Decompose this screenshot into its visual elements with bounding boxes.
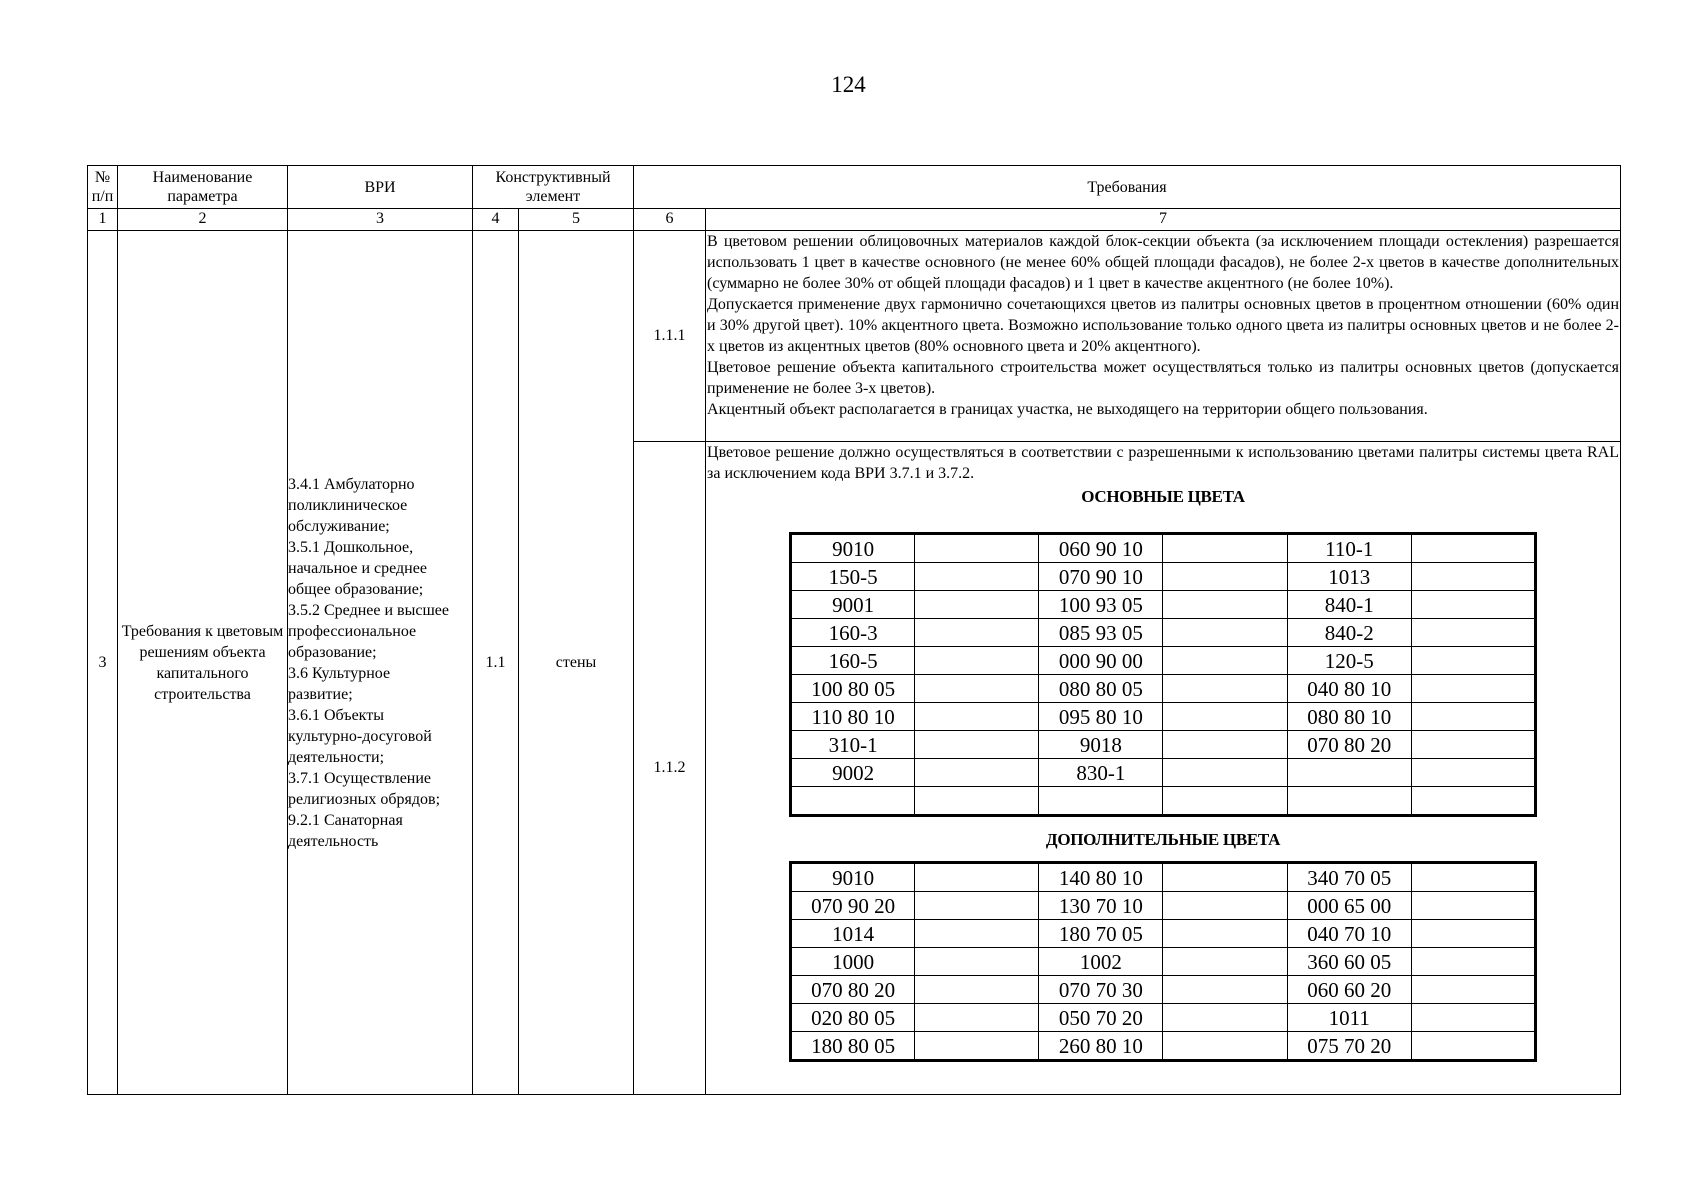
color-code-cell: 310-1 <box>791 731 915 759</box>
color-code-cell <box>1163 976 1287 1004</box>
color-row <box>791 647 1536 675</box>
color-row <box>791 759 1536 787</box>
color-code-cell <box>1411 787 1535 816</box>
color-code-cell <box>1411 1004 1535 1032</box>
color-code-cell: 070 80 20 <box>791 976 915 1004</box>
color-code-cell: 070 70 30 <box>1039 976 1163 1004</box>
extra-colors-heading: ДОПОЛНИТЕЛЬНЫЕ ЦВЕТА <box>1045 830 1281 849</box>
color-code-cell <box>1411 863 1535 892</box>
column-number: 2 <box>118 209 288 231</box>
color-code-cell <box>915 863 1039 892</box>
vri-line: религиозных обрядов; <box>288 790 441 808</box>
header-requirements: Требования <box>634 166 1621 209</box>
header-element: Конструктивный элемент <box>473 166 634 209</box>
color-code-cell: 830-1 <box>1039 759 1163 787</box>
color-code-cell: 040 80 10 <box>1287 675 1411 703</box>
color-code-cell <box>1163 534 1287 563</box>
color-code-cell: 160-3 <box>791 619 915 647</box>
color-row <box>791 675 1536 703</box>
requirements-1-1-1 <box>706 231 1621 442</box>
color-code-cell: 040 70 10 <box>1287 920 1411 948</box>
color-code-cell <box>915 731 1039 759</box>
color-code-cell <box>1411 591 1535 619</box>
color-code-cell <box>1163 1032 1287 1061</box>
color-code-cell: 9001 <box>791 591 915 619</box>
color-code-cell: 130 70 10 <box>1039 892 1163 920</box>
page-number: 124 <box>831 72 866 97</box>
color-code-cell <box>1287 787 1411 816</box>
color-code-cell: 000 65 00 <box>1287 892 1411 920</box>
vri-line: деятельности; <box>288 748 385 766</box>
color-code-cell: 1011 <box>1287 1004 1411 1032</box>
color-code-cell <box>1163 619 1287 647</box>
color-code-cell <box>915 591 1039 619</box>
color-row <box>791 948 1536 976</box>
color-code-cell <box>1411 563 1535 591</box>
requirement-paragraph: Цветовое решение объекта капитального строительства может осуществляться только из палитры основных цветов (допускается применение не более 3-х цветов). <box>707 359 1619 397</box>
requirement-paragraph: Акцентный объект располагается в границах участка, не выходящего на территории общего пользования. <box>707 401 1428 418</box>
color-row <box>791 534 1536 563</box>
color-row <box>791 731 1536 759</box>
vri-line: образование; <box>288 643 377 661</box>
color-code-cell: 840-1 <box>1287 591 1411 619</box>
color-row <box>791 1032 1536 1061</box>
column-number: 1 <box>88 209 118 231</box>
main-colors-heading: ОСНОВНЫЕ ЦВЕТА <box>1081 487 1245 506</box>
color-code-cell: 260 80 10 <box>1039 1032 1163 1061</box>
vri-line: профессиональное <box>288 622 417 640</box>
color-code-cell <box>915 948 1039 976</box>
color-code-cell: 075 70 20 <box>1287 1032 1411 1061</box>
color-row <box>791 892 1536 920</box>
color-code-cell <box>915 619 1039 647</box>
color-code-cell <box>1411 976 1535 1004</box>
vri-line: развитие; <box>288 685 353 703</box>
color-code-cell: 095 80 10 <box>1039 703 1163 731</box>
color-code-cell: 110-1 <box>1287 534 1411 563</box>
color-code-cell <box>915 647 1039 675</box>
vri-line: общее образование; <box>288 580 424 598</box>
vri-line: начальное и среднее <box>288 559 427 577</box>
color-code-cell: 080 80 10 <box>1287 703 1411 731</box>
column-number: 6 <box>634 209 706 231</box>
color-code-cell: 000 90 00 <box>1039 647 1163 675</box>
color-code-cell <box>1163 892 1287 920</box>
color-row <box>791 1004 1536 1032</box>
color-code-cell <box>1163 1004 1287 1032</box>
color-code-cell <box>1411 647 1535 675</box>
element-code: 1.1 <box>473 231 519 1095</box>
color-code-cell: 9002 <box>791 759 915 787</box>
color-code-cell: 100 80 05 <box>791 675 915 703</box>
color-code-cell: 1014 <box>791 920 915 948</box>
color-row <box>791 976 1536 1004</box>
vri-line: 3.7.1 Осуществление <box>288 769 432 787</box>
color-code-cell: 180 80 05 <box>791 1032 915 1061</box>
column-number: 4 <box>473 209 519 231</box>
color-code-cell: 070 90 20 <box>791 892 915 920</box>
color-code-cell <box>915 787 1039 816</box>
color-code-cell: 340 70 05 <box>1287 863 1411 892</box>
color-code-cell <box>1163 675 1287 703</box>
element-name: стены <box>519 231 634 1095</box>
color-code-cell <box>1039 787 1163 816</box>
color-code-cell <box>1411 534 1535 563</box>
color-code-cell <box>915 703 1039 731</box>
vri-line: 3.6.1 Объекты <box>288 706 384 724</box>
sub-code-1-1-1: 1.1.1 <box>634 231 706 442</box>
color-code-cell: 9010 <box>791 534 915 563</box>
color-row <box>791 787 1536 816</box>
color-code-cell <box>1411 731 1535 759</box>
color-code-cell <box>1411 920 1535 948</box>
header-row <box>88 166 1621 209</box>
color-code-cell: 120-5 <box>1287 647 1411 675</box>
color-code-cell <box>915 920 1039 948</box>
requirement-paragraph: В цветовом решении облицовочных материалов каждой блок-секции объекта (за исключением площади остекления) разрешается использовать 1 цвет в качестве основного (не менее 60% общей площади фасадов), не более 2-х цветов в качестве дополнительных (суммарно не более 30% от общей площади фасадов) и 1 цвет в качестве акцентного (не более 10%). <box>707 233 1619 292</box>
color-code-cell <box>1163 563 1287 591</box>
vri-line: 3.4.1 Амбулаторно <box>288 475 415 493</box>
color-code-cell <box>1163 731 1287 759</box>
vri-line: культурно-досуговой <box>288 727 432 745</box>
color-code-cell: 160-5 <box>791 647 915 675</box>
color-code-cell <box>915 1004 1039 1032</box>
color-code-cell <box>1163 591 1287 619</box>
color-code-cell <box>1287 759 1411 787</box>
color-code-cell <box>1163 759 1287 787</box>
color-code-cell <box>915 563 1039 591</box>
color-code-cell: 180 70 05 <box>1039 920 1163 948</box>
header-vri: ВРИ <box>288 166 473 209</box>
table-row <box>88 231 1621 442</box>
requirements-table <box>87 165 1621 1095</box>
vri-line: 3.5.1 Дошкольное, <box>288 538 414 556</box>
color-code-cell <box>915 675 1039 703</box>
column-numbers-row <box>88 209 1621 231</box>
row-number: 3 <box>88 231 118 1095</box>
color-code-cell <box>1163 647 1287 675</box>
vri-line: 9.2.1 Санаторная <box>288 811 403 829</box>
color-code-cell: 360 60 05 <box>1287 948 1411 976</box>
color-code-cell: 840-2 <box>1287 619 1411 647</box>
color-code-cell: 100 93 05 <box>1039 591 1163 619</box>
color-code-cell: 1000 <box>791 948 915 976</box>
color-code-cell: 050 70 20 <box>1039 1004 1163 1032</box>
color-code-cell <box>915 976 1039 1004</box>
column-number: 5 <box>519 209 634 231</box>
vri-line: 3.6 Культурное <box>288 664 391 682</box>
color-code-cell: 9010 <box>791 863 915 892</box>
color-code-cell <box>1163 920 1287 948</box>
color-row <box>791 619 1536 647</box>
color-code-cell: 060 60 20 <box>1287 976 1411 1004</box>
color-code-cell <box>915 534 1039 563</box>
column-number: 3 <box>288 209 473 231</box>
header-num: № п/п <box>88 166 118 209</box>
color-code-cell <box>1163 948 1287 976</box>
extra-colors-table <box>789 861 1537 1062</box>
column-number: 7 <box>706 209 1621 231</box>
color-row <box>791 563 1536 591</box>
vri-list <box>288 231 473 1095</box>
vri-line: деятельность <box>288 832 379 850</box>
color-code-cell: 020 80 05 <box>791 1004 915 1032</box>
color-code-cell: 060 90 10 <box>1039 534 1163 563</box>
color-code-cell: 1002 <box>1039 948 1163 976</box>
vri-line: обслуживание; <box>288 517 390 535</box>
requirement-paragraph: Допускается применение двух гармонично сочетающихся цветов из палитры основных цветов в процентном отношении (60% один и 30% другой цвет). 10% акцентного цвета. Возможно использование только одного цвета из палитры основных цветов и не более 2-х цветов из акцентных цветов (80% основного цвета и 20% акцентного). <box>707 296 1619 355</box>
color-code-cell <box>915 892 1039 920</box>
color-code-cell <box>915 759 1039 787</box>
color-row <box>791 920 1536 948</box>
header-param: Наименование параметра <box>118 166 288 209</box>
requirements-1-1-2 <box>706 442 1621 1095</box>
color-row <box>791 703 1536 731</box>
color-code-cell: 1013 <box>1287 563 1411 591</box>
requirement-paragraph: Цветовое решение должно осуществляться в соответствии с разрешенными к использованию цветами палитры системы цвета RAL за исключением кода ВРИ 3.7.1 и 3.7.2. <box>707 444 1619 482</box>
color-code-cell <box>1411 1032 1535 1061</box>
color-code-cell <box>1411 892 1535 920</box>
color-code-cell <box>1163 863 1287 892</box>
color-row <box>791 863 1536 892</box>
color-code-cell <box>1411 675 1535 703</box>
vri-line: 3.5.2 Среднее и высшее <box>288 601 449 619</box>
color-code-cell <box>1411 948 1535 976</box>
color-code-cell <box>915 1032 1039 1061</box>
color-code-cell: 140 80 10 <box>1039 863 1163 892</box>
color-code-cell <box>1411 759 1535 787</box>
main-colors-table <box>789 532 1537 817</box>
color-row <box>791 591 1536 619</box>
vri-line: поликлиническое <box>288 496 408 514</box>
color-code-cell: 070 80 20 <box>1287 731 1411 759</box>
color-code-cell: 150-5 <box>791 563 915 591</box>
color-code-cell <box>1163 703 1287 731</box>
sub-code-1-1-2: 1.1.2 <box>634 442 706 1095</box>
color-code-cell: 070 90 10 <box>1039 563 1163 591</box>
color-code-cell: 080 80 05 <box>1039 675 1163 703</box>
color-code-cell: 9018 <box>1039 731 1163 759</box>
color-code-cell <box>1163 787 1287 816</box>
color-code-cell <box>791 787 915 816</box>
color-code-cell <box>1411 619 1535 647</box>
color-code-cell: 110 80 10 <box>791 703 915 731</box>
parameter-name: Требования к цветовым решениям объекта капитального строительства <box>118 231 288 1095</box>
color-code-cell: 085 93 05 <box>1039 619 1163 647</box>
color-code-cell <box>1411 703 1535 731</box>
